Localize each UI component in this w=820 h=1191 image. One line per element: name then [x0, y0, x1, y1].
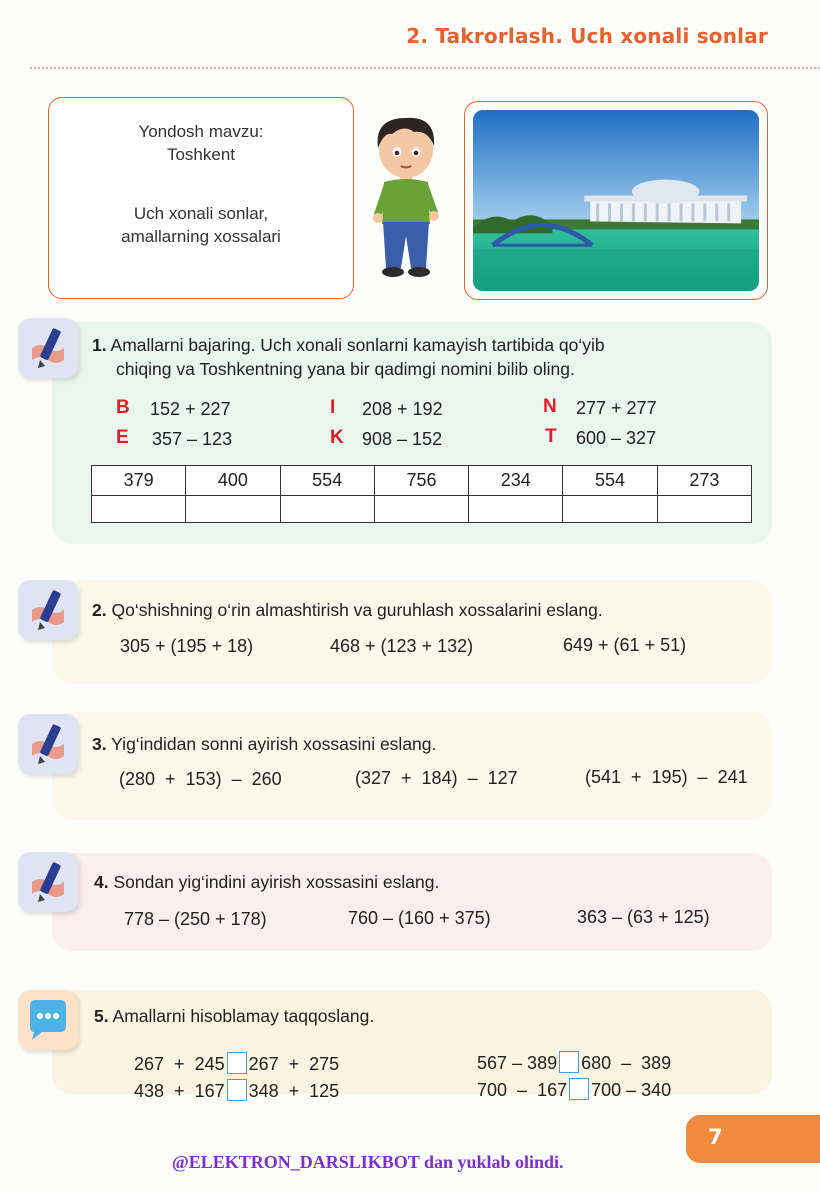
task-5-instruction: Amallarni hisoblamay taqqoslang. — [112, 1006, 375, 1026]
task-3-instruction: Yig‘indidan sonni ayirish xossasini eslang. — [111, 734, 437, 754]
task-2 — [52, 580, 772, 684]
expr-e: 357 – 123 — [152, 429, 233, 449]
answer-table — [91, 465, 752, 523]
letter-blank-cell[interactable] — [186, 496, 280, 523]
letter-blank-cell[interactable] — [469, 496, 563, 523]
topic-subject — [49, 202, 353, 248]
compare-box[interactable] — [569, 1078, 589, 1100]
task-4-number: 4. — [94, 872, 109, 892]
task-4 — [52, 853, 772, 951]
task-3 — [52, 712, 772, 820]
task-3-text — [92, 732, 436, 756]
topic-subject-line1: Uch xonali sonlar, — [133, 204, 269, 223]
answer-cell: 379 — [92, 466, 186, 496]
task-2-expr: 649 + (61 + 51) — [563, 635, 687, 655]
task-3-number: 3. — [92, 734, 107, 754]
task-1-number: 1. — [92, 335, 107, 355]
compare-right: 267 + 275 — [248, 1054, 340, 1074]
task-1-line1: Amallarni bajaring. Uch xonali sonlarni kamayish tartibida qo‘yib — [110, 335, 605, 355]
compare-left: 267 + 245 — [134, 1054, 225, 1074]
task-4-expr: 778 – (250 + 178) — [124, 909, 267, 929]
pencil-writing-icon — [18, 714, 78, 774]
expr-i: 208 + 192 — [362, 399, 443, 419]
letter-t: T — [545, 426, 557, 447]
answer-cell: 554 — [280, 466, 374, 496]
compare-box[interactable] — [227, 1079, 247, 1101]
compare-row — [124, 1058, 339, 1102]
task-4-expr: 363 – (63 + 125) — [577, 907, 710, 927]
task-2-text — [92, 598, 603, 622]
header-divider — [30, 67, 820, 69]
compare-left: 438 + 167 — [134, 1081, 225, 1101]
tashkent-photo — [473, 110, 759, 291]
topic-subject-line2: amallarning xossalari — [121, 227, 281, 246]
task-1-line2: chiqing va Toshkentning yana bir qadimgi nomini bilib oling. — [116, 359, 575, 379]
photo-frame — [464, 101, 768, 300]
task-2-expr: 305 + (195 + 18) — [120, 636, 254, 656]
task-2-number: 2. — [92, 600, 107, 620]
task-2-instruction: Qo‘shishning o‘rin almashtirish va guruhlash xossalarini eslang. — [111, 600, 603, 620]
letter-e: E — [116, 427, 129, 448]
task-5-number: 5. — [94, 1006, 109, 1026]
footer-watermark: @ELEKTRON_DARSLIKBOT dan yuklab olindi. — [172, 1152, 564, 1172]
compare-row — [467, 1057, 671, 1101]
speech-bubble-icon — [18, 990, 78, 1050]
task-4-text — [94, 870, 439, 894]
compare-right: 348 + 125 — [248, 1081, 340, 1101]
letter-b: B — [116, 397, 130, 418]
topic-box — [48, 97, 354, 299]
compare-right: 680 – 389 — [581, 1053, 672, 1073]
topic-label — [49, 120, 353, 166]
answer-cell: 554 — [563, 466, 657, 496]
answer-cell: 400 — [186, 466, 280, 496]
task-4-expr: 760 – (160 + 375) — [348, 908, 491, 928]
page-number: 7 — [708, 1125, 723, 1149]
task-3-expr: (327 + 184) – 127 — [355, 768, 518, 788]
compare-left: 700 – 167 — [477, 1080, 568, 1100]
pencil-writing-icon — [18, 318, 78, 378]
task-3-expr: (541 + 195) – 241 — [585, 767, 748, 787]
page-title: 2. Takrorlash. Uch xonali sonlar — [406, 24, 768, 48]
letter-k: K — [330, 427, 344, 448]
task-2-expr: 468 + (123 + 132) — [330, 636, 474, 656]
task-3-expr: (280 + 153) – 260 — [119, 769, 282, 789]
answer-values-row — [92, 466, 752, 496]
answer-cell: 273 — [657, 466, 751, 496]
pencil-writing-icon — [18, 580, 78, 640]
task-5-text — [94, 1004, 374, 1028]
expr-k: 908 – 152 — [362, 429, 443, 449]
answer-cell: 234 — [469, 466, 563, 496]
task-4-instruction: Sondan yig‘indini ayirish xossasini eslang. — [113, 872, 440, 892]
expr-n: 277 + 277 — [576, 398, 657, 418]
letter-blank-cell[interactable] — [280, 496, 374, 523]
topic-label-line2: Toshkent — [166, 145, 236, 164]
expr-t: 600 – 327 — [576, 428, 657, 448]
letter-blank-cell[interactable] — [563, 496, 657, 523]
expr-b: 152 + 227 — [150, 399, 231, 419]
compare-left: 567 – 389 — [477, 1053, 558, 1073]
letter-blank-cell[interactable] — [374, 496, 468, 523]
letter-blank-cell[interactable] — [92, 496, 186, 523]
topic-label-line1: Yondosh mavzu: — [138, 122, 264, 141]
page-number-tab — [686, 1115, 820, 1163]
letter-n: N — [543, 396, 557, 417]
answer-cell: 756 — [374, 466, 468, 496]
pencil-writing-icon — [18, 852, 78, 912]
task-1-text — [92, 333, 605, 381]
letter-blank-cell[interactable] — [657, 496, 751, 523]
answer-letters-row — [92, 496, 752, 523]
letter-i: I — [330, 397, 336, 418]
boy-illustration — [356, 112, 456, 280]
compare-right: 700 – 340 — [591, 1080, 672, 1100]
